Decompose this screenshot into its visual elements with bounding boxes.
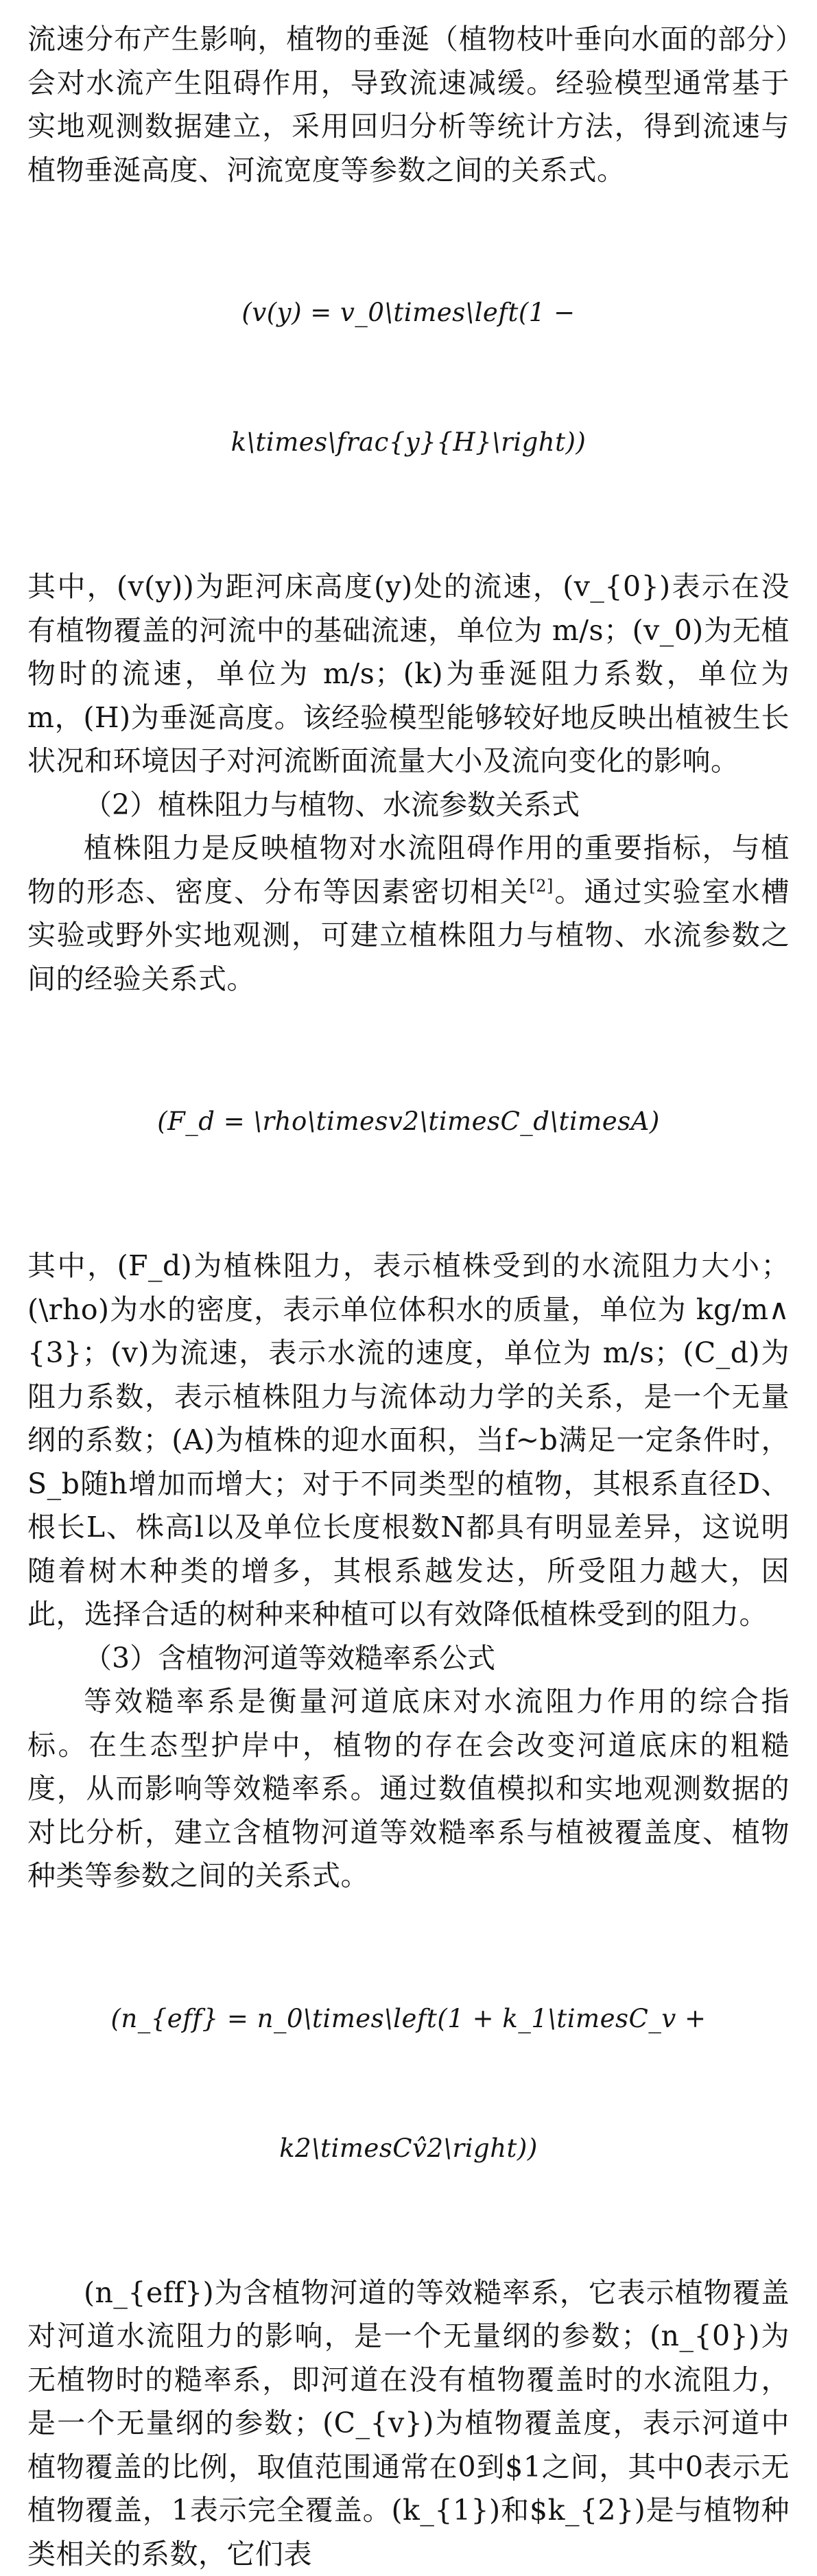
formula-roughness-line-1: (n_{eff} = n_0\times\left(1 + k_1\timesC_v + <box>27 1997 790 2040</box>
formula-roughness-line-2: k2\timesCv̂2\right)) <box>27 2127 790 2170</box>
citation-reference: [2] <box>529 876 554 895</box>
formula-equivalent-roughness <box>27 1911 790 2256</box>
formula-drag-force <box>27 1013 790 1229</box>
paragraph-plant-resistance-text-cont: 。通过实验室水槽实验或野外实地观测，可建立植株阻力与植物、水流参数之间的经验关系式。 <box>27 875 790 995</box>
paragraph-roughness-variables: (n_{eff})为含植物河道的等效糙率系，它表示植物覆盖对河道水流阻力的影响，是一个无量纲的参数；(n_{0})为无植物时的糙率系，即河道在没有植物覆盖时的水流阻力，是一个无量纲的参数；(C_{v})为植物覆盖度，表示河道中植物覆盖的比例，取值范围通常在0到$1之间，其中0表示无植物覆盖，1表示完全覆盖。(k_{1})和$k_{2})是与植物种类相关的系数，它们表 <box>27 2271 790 2576</box>
formula-velocity-profile <box>27 204 790 550</box>
section-heading-equivalent-roughness: （3）含植物河道等效糙率系公式 <box>27 1637 790 1681</box>
paragraph-velocity-variables: 其中，(v(y))为距河床高度(y)处的流速，(v_{0})表示在没有植物覆盖的河流中的基础流速，单位为 m/s；(v_0)为无植物时的流速，单位为 m/s；(k)为垂涎阻力系数，单位为 m，(H)为垂涎高度。该经验模型能够较好地反映出植被生长状况和环境因子对河流断面流量大小及流向变化的影响。 <box>27 565 790 783</box>
paragraph-flow-velocity-intro: 流速分布产生影响，植物的垂涎（植物枝叶垂向水面的部分）会对水流产生阻碍作用，导致流速减缓。经验模型通常基于实地观测数据建立，采用回归分析等统计方法，得到流速与植物垂涎高度、河流宽度等参数之间的关系式。 <box>27 18 790 192</box>
section-heading-plant-resistance: （2）植株阻力与植物、水流参数关系式 <box>27 783 790 827</box>
paragraph-plant-resistance-text: 植株阻力是反映植物对水流阻碍作用的重要指标，与植物的形态、密度、分布等因素密切相关 <box>27 831 790 908</box>
paragraph-roughness-intro: 等效糙率系是衡量河道底床对水流阻力作用的综合指标。在生态型护岸中，植物的存在会改变河道底床的粗糙度，从而影响等效糙率系。通过数值模拟和实地观测数据的对比分析，建立含植物河道等效糙率系与植被覆盖度、植物种类等参数之间的关系式。 <box>27 1680 790 1898</box>
paragraph-plant-resistance-intro <box>27 827 790 1001</box>
formula-velocity-line-1: (v(y) = v_0\times\left(1 − <box>27 291 790 334</box>
formula-drag-line: (F_d = \rho\timesv2\timesC_d\timesA) <box>27 1100 790 1143</box>
paragraph-drag-variables: 其中，(F_d)为植株阻力，表示植株受到的水流阻力大小；(\rho)为水的密度，表示单位体积水的质量，单位为 kg/m∧{3}；(v)为流速，表示水流的速度，单位为 m/s；(C_d)为阻力系数，表示植株阻力与流体动力学的关系，是一个无量纲的系数；(A)为植株的迎水面积，当f~b满足一定条件时，S_b随h增加而增大；对于不同类型的植物，其根系直径D、根长L、株高l以及单位长度根数N都具有明显差异，这说明随着树木种类的增多，其根系越发达，所受阻力越大，因此，选择合适的树种来种植可以有效降低植株受到的阻力。 <box>27 1244 790 1637</box>
formula-velocity-line-2: k\times\frac{y}{H}\right)) <box>27 421 790 464</box>
